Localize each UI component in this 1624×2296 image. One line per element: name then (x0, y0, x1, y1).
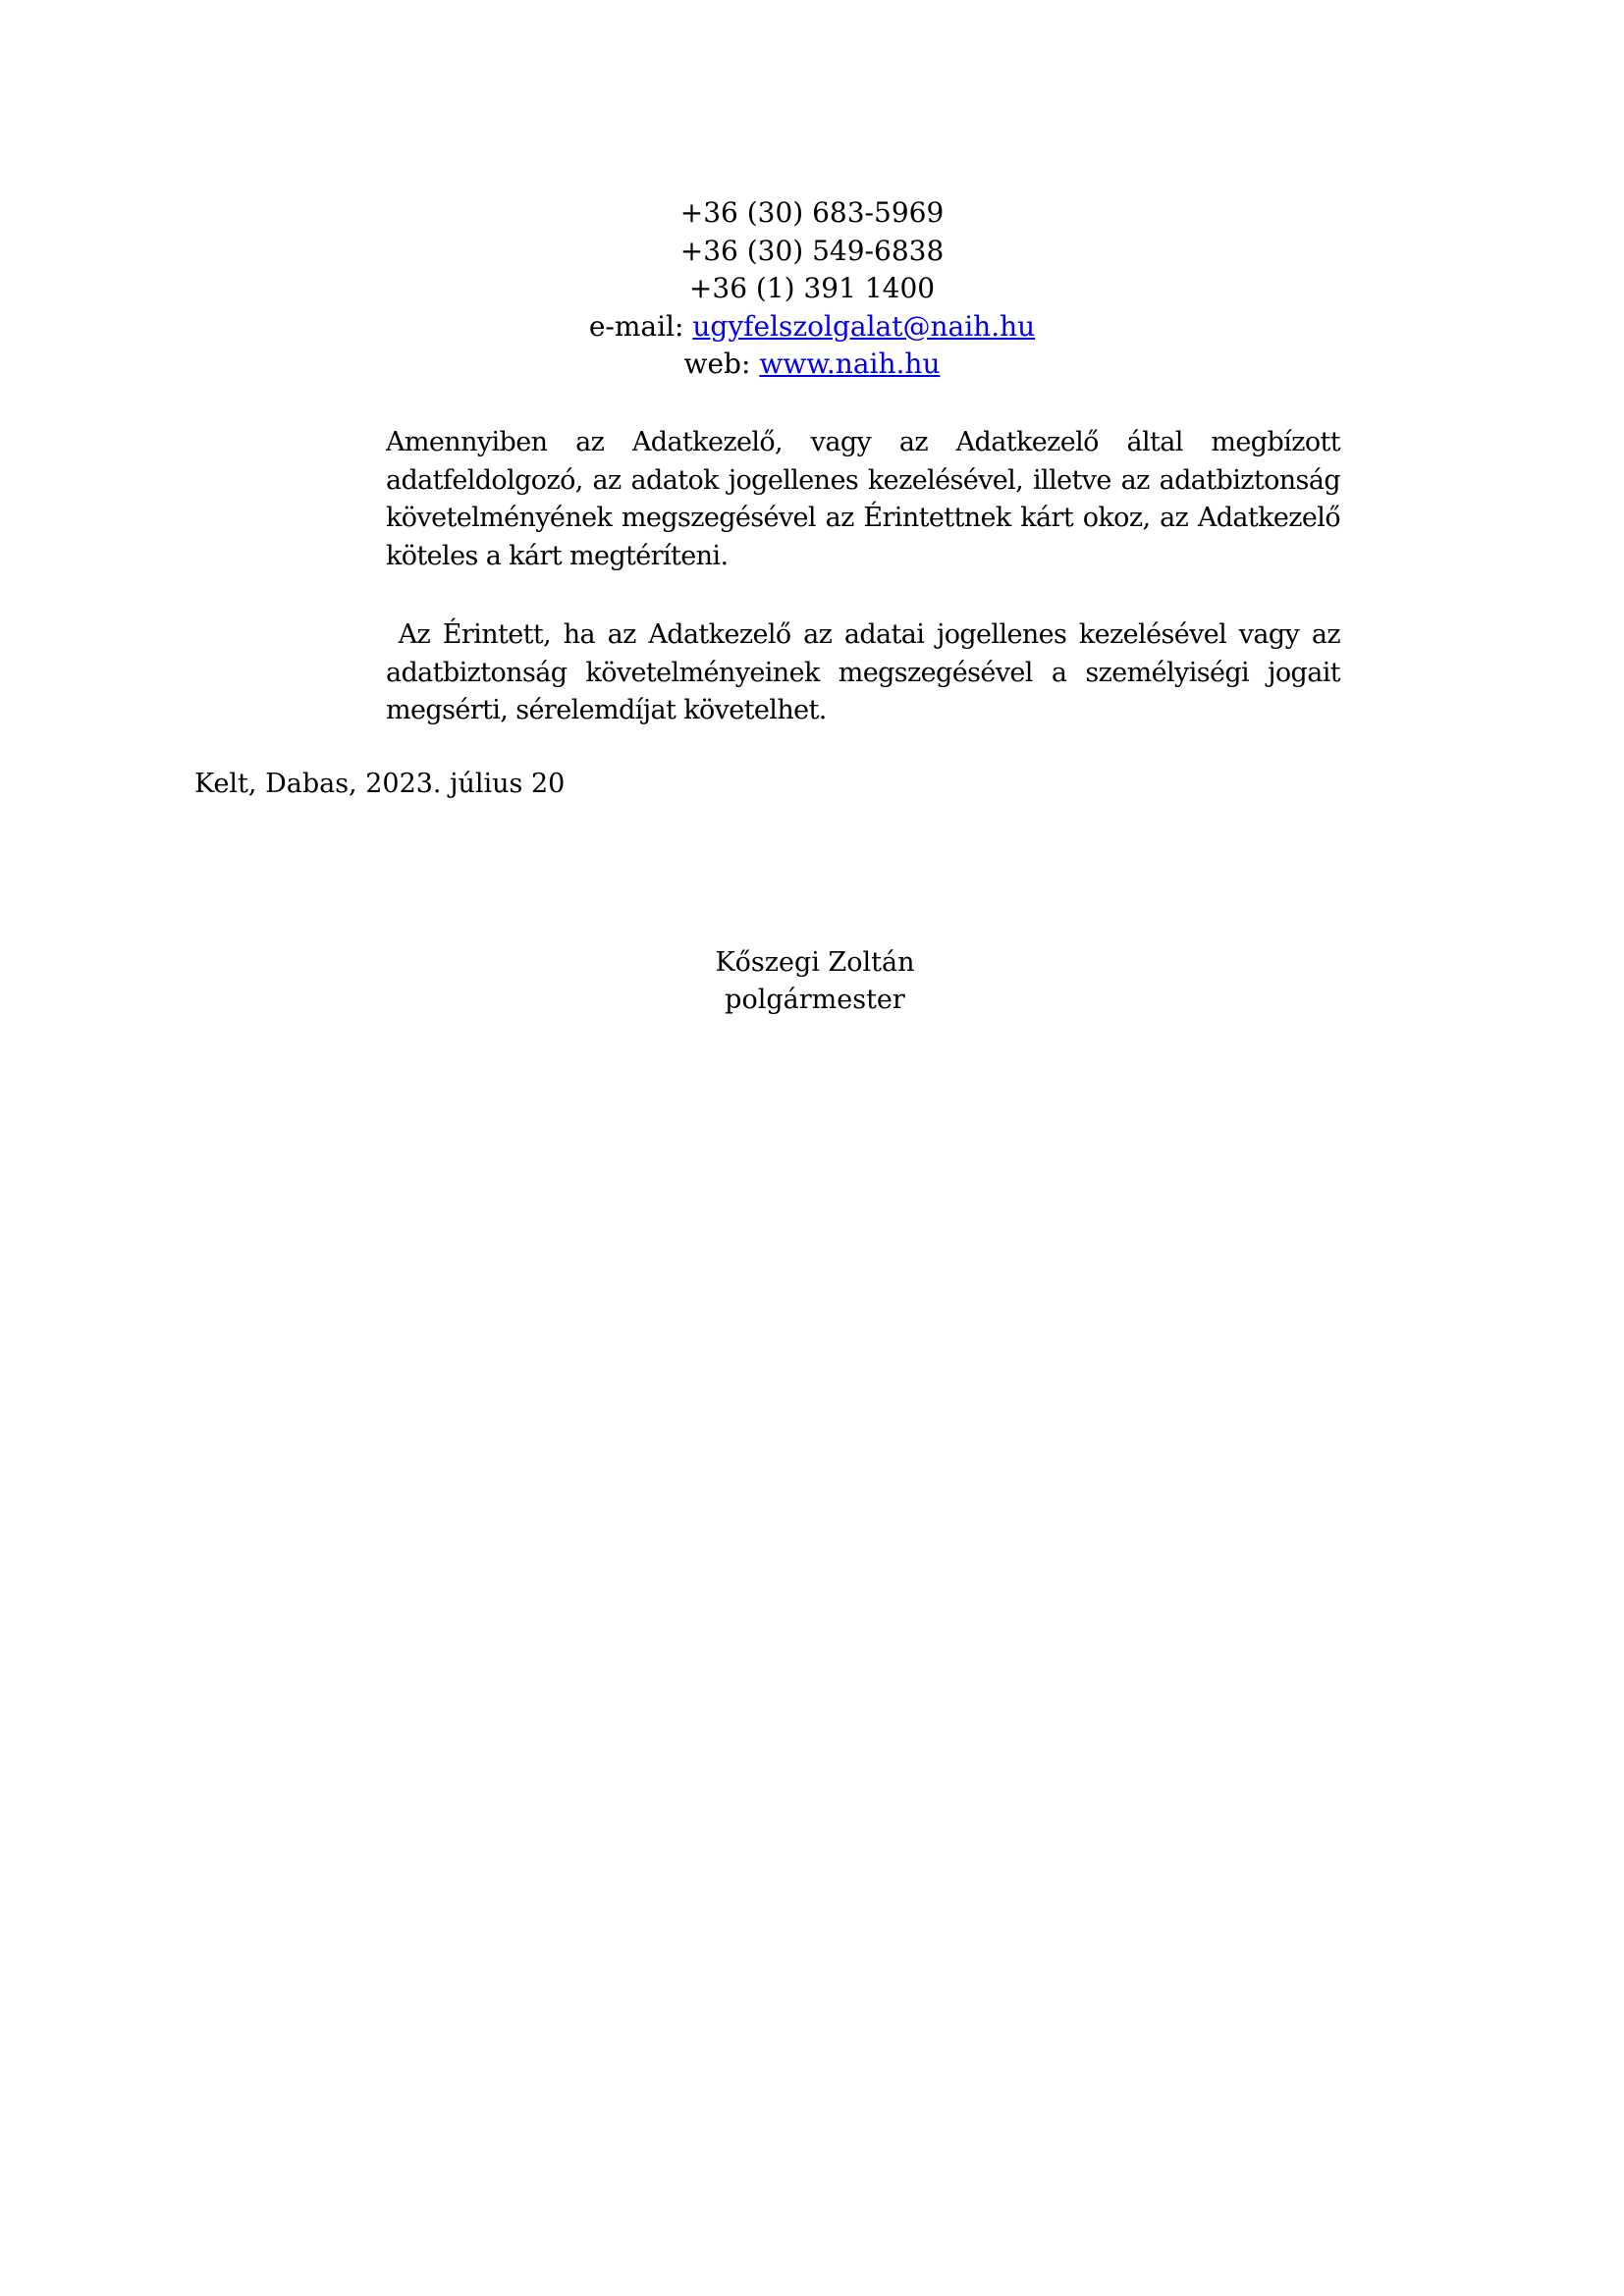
web-line (0, 346, 1624, 384)
date-line: Kelt, Dabas, 2023. július 20 (194, 769, 566, 799)
email-line (0, 308, 1624, 347)
web-label: web: (683, 347, 760, 380)
signature-block (3, 944, 1624, 1019)
phone-number: +36 (1) 391 1400 (688, 272, 936, 304)
grievance-fee-paragraph: Az Érintett, ha az Adatkezelő az adatai jogellenes kezelésével vagy az adatbiztonság követelményeinek megszegésével a személyiségi jogait megsérti, sérelemdíjat követelhet. (386, 619, 1348, 725)
email-link[interactable]: ugyfelszolgalat@naih.hu (692, 309, 1036, 343)
contact-block (0, 194, 1624, 384)
phone-number: +36 (30) 683-5969 (679, 196, 945, 229)
signatory-title: polgármester (725, 985, 905, 1015)
damages-paragraph: Amennyiben az Adatkezelő, vagy az Adatkezelő által megbízott adatfeldolgozó, az adatok jogellenes kezelésével, illetve az adatbiztonság követelményének megszegésével az Érintettnek kárt okoz, az Adatkezelő köteles a kárt megtéríteni. (386, 427, 1340, 571)
phone-number: +36 (30) 549-6838 (679, 234, 945, 267)
signatory-name: Kőszegi Zoltán (715, 947, 915, 978)
web-link[interactable]: www.naih.hu (759, 347, 941, 380)
email-label: e-mail: (588, 309, 693, 343)
